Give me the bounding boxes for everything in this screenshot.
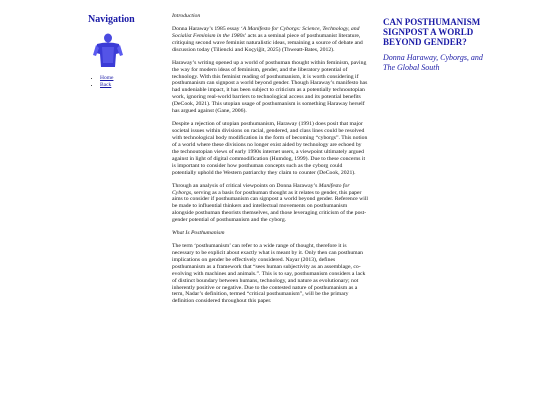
p1-text-end: ’ acts as a seminal piece of posthumanist literature, critiquing second wave feminist naturalistic ideas, remaining a source of debate and discussion today (Tiliencki and Koçyiğit, 2025) (Thweatt-Bates, 2012). [172,32,363,53]
page-title: CAN POSTHUMANISM SIGNPOST A WORLD BEYOND GENDER? [383,17,481,47]
paragraph-3: Despite a rejection of utopian posthumanism, Haraway (1991) does posit that major societal issues within divisions on racial, gendered, and class lines could be resolved with technological body modification in the form of becoming “cyborgs”. This notion of a world where these divisions no longer exist aided by technology are echoed by the technoutopian views of early 1990s internet users, a viewpoint ultimately argued against in light of digital commodification (Humdog, 1999). Due to these concerns it is important to consider how posthuman concepts such as the cyborg could potentially uphold the Western patriarchy they claim to counter (DeCook, 2021). [172,121,368,176]
paragraph-4 [172,183,368,224]
paragraph-5: The term ‘posthumanism’ can refer to a wide range of thought, therefore it is necessary to be explicit about exactly what is meant by it. Only then can posthuman implications on gender be effectively considered. Nayar (2013), defines posthumanism as a framework that “sees human subjectivity as an assemblage, co-evolving with machines and animals.”. This is to say, posthumanism considers a lack of distinct boundary between humans, technology, and nature as evolutionary; not inherently positive or negative. Due to the contested nature of posthumanism as a term, Nadar’s definition, termed “critical posthumanism”, will be the primary definition considered throughout this paper. [172,243,366,305]
introduction-heading: Introduction [172,13,201,19]
p1-text-start: Donna Haraway’s 1985 essay ‘ [172,25,243,32]
title-sidebar [383,17,493,72]
page-subtitle: Donna Haraway, Cyborgs, and The Global South [383,53,483,72]
navigation-heading: Navigation [88,14,135,25]
navigation-sidebar [88,14,168,88]
essay-title-italic: A Manifesto for Cyborgs: Science, Technology, and Socialist Feminism in the 1980s [172,25,360,39]
manifesto-title-italic: Manifesto for Cyborgs [172,182,350,196]
nav-item-back [100,82,168,89]
p4-text-start: Through an analysis of critical viewpoints on Donna Haraway’s [172,182,319,189]
home-link[interactable]: Home [100,75,114,81]
blue-torso-figure-icon [92,33,124,69]
paragraph-1 [172,26,368,54]
essay-content [172,13,368,311]
p4-text-end: , serving as a basis for posthuman thought as it relates to gender, this paper aims to consider if posthumanism can signpost a world beyond gender. Reference will be made to influential thinkers and intellectual movements on posthumanism alongside posthuman theorists themselves, and those leveraging criticism of the post-gender potential of posthumanism and the cyborg. [172,189,369,224]
posthumanism-subheading: What Is Posthumanism [172,230,225,237]
back-link[interactable]: Back [100,81,112,88]
paragraph-2: Haraway’s writing opened up a world of posthuman thought within feminism, paving the way for modern ideas of feminism, gender, and the liberatory potential of technology. With this feminist reading of posthumanism, it is worth considering if posthumanism can signpost a world beyond gender. Though Haraway’s manifesto has had undeniable impact, it has been subject to criticism as a potentially technoutopian work, ignoring real-world barriers to technological access and its potential benefits (DeCook, 2021). This utopian usage of posthumanism is something Haraway herself has argued against (Gane, 2006). [172,59,368,115]
navigation-links [88,75,168,88]
